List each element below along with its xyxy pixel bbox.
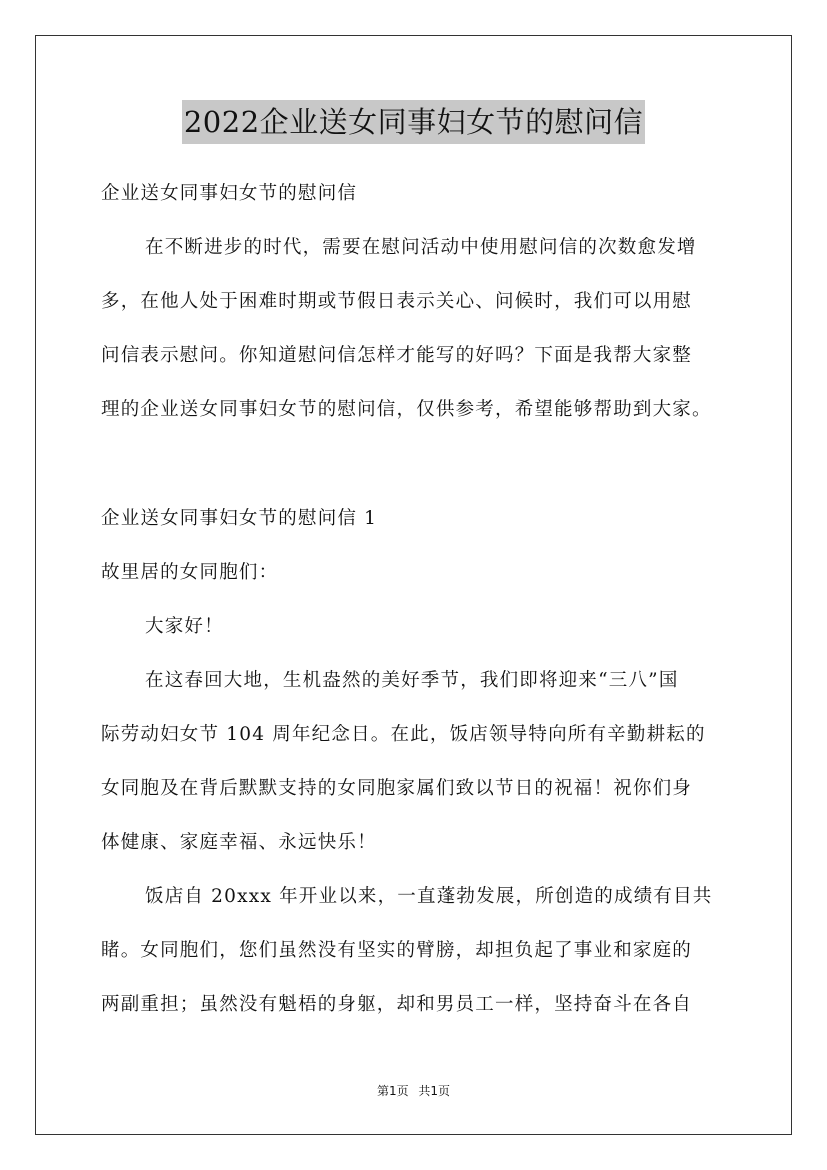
intro-line: 在不断进步的时代，需要在慰问活动中使用慰问信的次数愈发增 [145,237,697,258]
document-subtitle: 企业送女同事妇女节的慰问信 [101,183,358,204]
paragraph-line: 际劳动妇女节 104 周年纪念日。在此，饭店领导特向所有辛勤耕耘的 [101,724,706,745]
paragraph-line: 睹。女同胞们，您们虽然没有坚实的臂膀，却担负起了事业和家庭的 [101,940,693,961]
section-title: 企业送女同事妇女节的慰问信 1 [101,508,378,529]
page-footer [0,1083,827,1099]
title-container [0,100,827,144]
page-total: 共1页 [418,1084,451,1098]
intro-line: 理的企业送女同事妇女节的慰问信，仅供参考，希望能够帮助到大家。 [101,399,712,420]
paragraph-line: 饭店自 20xxx 年开业以来，一直蓬勃发展，所创造的成绩有目共 [145,886,713,907]
paragraph-line: 在这春回大地，生机盎然的美好季节，我们即将迎来“三八”国 [145,670,679,691]
paragraph-line: 女同胞及在背后默默支持的女同胞家属们致以节日的祝福！祝你们身 [101,778,693,799]
paragraph-line: 两副重担；虽然没有魁梧的身躯，却和男员工一样，坚持奋斗在各自 [101,994,693,1015]
intro-line: 问信表示慰问。你知道慰问信怎样才能写的好吗？下面是我帮大家整 [101,345,693,366]
document-title: 2022企业送女同事妇女节的慰问信 [182,100,645,144]
salutation: 故里居的女同胞们： [101,562,279,583]
greeting: 大家好！ [145,616,224,637]
paragraph-line: 体健康、家庭幸福、永远快乐！ [101,832,377,853]
page-number: 第1页 [376,1084,409,1098]
intro-line: 多，在他人处于困难时期或节假日表示关心、问候时，我们可以用慰 [101,291,693,312]
